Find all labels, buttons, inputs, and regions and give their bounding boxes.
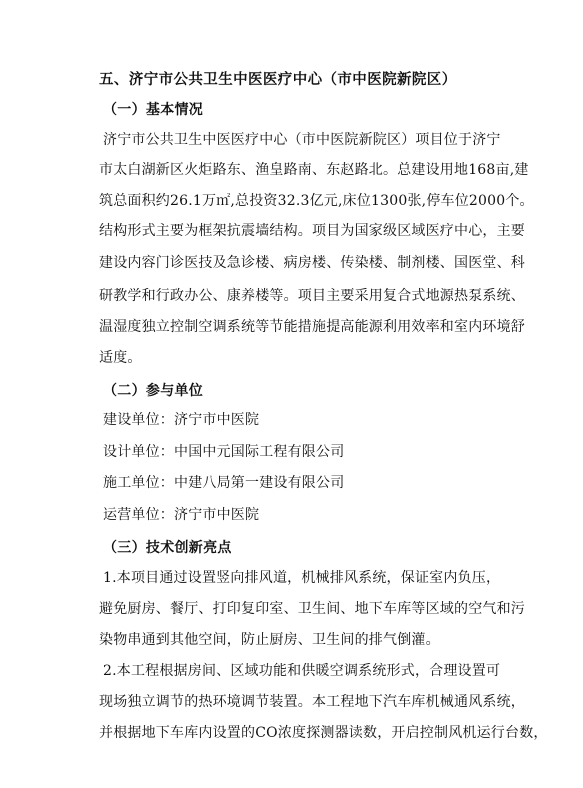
body-line: 研教学和行政办公、康养楼等。项目主要采用复合式地源热泵系统、 <box>99 288 525 304</box>
body-line: 1.本项目通过设置竖向排风道，机械排风系统，保证室内负压， <box>103 570 501 586</box>
body-line: 并根据地下车库内设置的CO浓度探测器读数，开启控制风机运行台数， <box>99 725 548 741</box>
body-line: 济宁市公共卫生中医医疗中心（市中医院新院区）项目位于济宁 <box>103 132 501 148</box>
body-line: 现场独立调节的热环境调节装置。本工程地下汽车库机械通风系统， <box>99 694 525 710</box>
body-line: 建设内容门诊医技及急诊楼、病房楼、传染楼、制剂楼、国医堂、科 <box>99 255 525 271</box>
section-heading-basic-info: （一）基本情况 <box>103 102 204 118</box>
section-heading-participants: （二）参与单位 <box>103 383 204 399</box>
body-line: 筑总面积约26.1万㎡,总投资32.3亿元,床位1300张,停车位2000个。 <box>99 193 534 209</box>
participant-item: 设计单位：中国中元国际工程有限公司 <box>103 444 345 460</box>
body-line: 适度。 <box>99 350 142 366</box>
body-line: 染物串通到其他空间，防止厨房、卫生间的排气倒灌。 <box>99 632 440 648</box>
main-heading: 五、济宁市公共卫生中医医疗中心（市中医院新院区） <box>99 71 457 88</box>
body-line: 避免厨房、餐厅、打印复印室、卫生间、地下车库等区域的空气和污 <box>99 601 525 617</box>
section-heading-innovation: （三）技术创新亮点 <box>103 540 232 556</box>
participant-item: 建设单位：济宁市中医院 <box>103 412 260 428</box>
body-line: 温湿度独立控制空调系统等节能措施提高能源利用效率和室内环境舒 <box>99 319 525 335</box>
participant-item: 运营单位：济宁市中医院 <box>103 507 260 523</box>
body-line: 结构形式主要为框架抗震墙结构。项目为国家级区域医疗中心，主要 <box>99 223 525 239</box>
participant-item: 施工单位：中建八局第一建设有限公司 <box>103 475 345 491</box>
body-line: 2.本工程根据房间、区域功能和供暖空调系统形式，合理设置可 <box>103 663 501 679</box>
body-line: 市太白湖新区火炬路东、渔皇路南、东赵路北。总建设用地168亩,建 <box>99 162 529 178</box>
